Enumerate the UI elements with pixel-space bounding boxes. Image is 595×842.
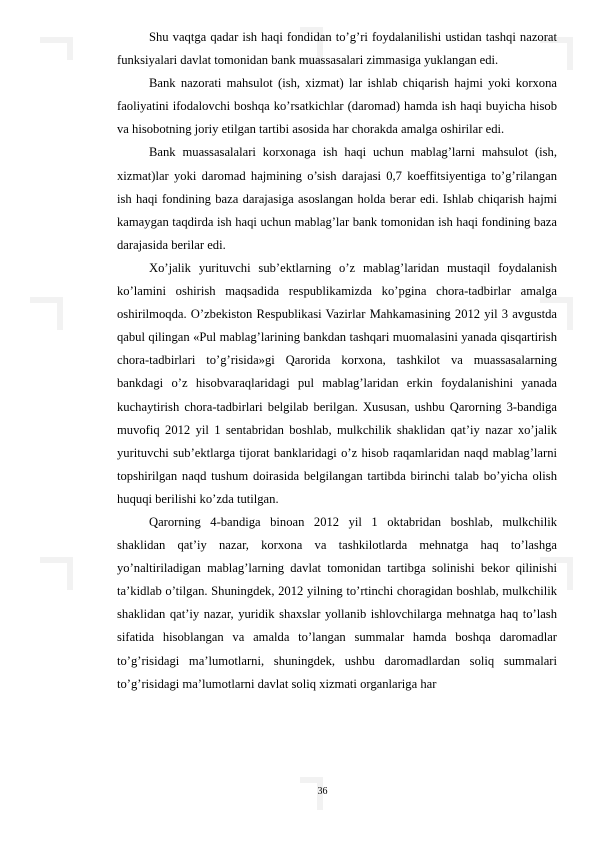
paragraph: Bank nazorati mahsulot (ish, xizmat) lar ishlab chiqarish hajmi yoki korxona faoliyatini ifodalovchi boshqa ko’rsatkichlar (daromad) hamda ish haqi buyicha hisob va hisobotning joriy etilgan tartibi asosida har chorakda amalga oshirilar edi. <box>117 76 557 137</box>
paragraph: Qarorning 4-bandiga binoan 2012 yil 1 oktabridan boshlab, mulkchilik shaklidan qat’iy nazar, korxona va tashkilotlarda mehnatga haq to’lashga yo’naltiriladigan mablag’larning davlat tomonidan tartibga solinishi bekor qilinishi ta’kidlab o’tilgan. Shuningdek, 2012 yilning to’rtinchi choragidan boshlab, mulkchilik shaklidan qat’iy nazar, yuridik shaxslar yollanib ishlovchilarga mehnatga haq to’lash sifatida hisoblangan va amalda to’langan summalar hamda boshqa daromadlar to’g’risidagi ma’lumotlarni, shuningdek, ushbu daromadlardan soliq summalari to’g’risidagi ma’lumotlarni davlat soliq xizmati organlariga har <box>117 514 557 691</box>
body-text <box>117 26 557 696</box>
paragraph: Xo’jalik yurituvchi sub’ektlarning o’z mablag’laridan mustaqil foydalanish ko’lamini oshirish maqsadida respublikamizda ko’pgina chora-tadbirlar amalga oshirilmoqda. O’zbekiston Respublikasi Vazirlar Mahkamasining 2012 yil 3 avgustda qabul qilingan «Pul mablag’larining bankdan tashqari muomalasini yanada qisqartirish chora-tadbirlari to’g’risida»gi Qarorida korxona, tashkilot va muassasalarning bankdagi o’z hisobvaraqlaridagi pul mablag’laridan erkin foydalanishini yanada kuchaytirish chora-tadbirlari belgilab berilgan. Xususan, ushbu Qarorning 3-bandiga muvofiq 2012 yil 1 sentabridan boshlab, mulkchilik shaklidan qat’iy nazar xo’jalik yurituvchi sub’ektlarga tijorat banklaridagi o’z hisob raqamlaridan naqd mablag’larni topshirilgan naqd tushum doirasida belgilangan tartibda birinchi talab bo’yicha olish huquqi berilishi ko’zda tutilgan. <box>117 260 557 506</box>
paragraph: Shu vaqtga qadar ish haqi fondidan to’g’ri foydalanilishi ustidan tashqi nazorat funksiyalari davlat tomonidan bank muassasalari zimmasiga yuklangan edi. <box>117 30 557 68</box>
page-number: 36 <box>317 786 328 797</box>
paragraph: Bank muassasalalari korxonaga ish haqi uchun mablag’larni mahsulot (ish, xizmat)lar yoki daromad hajmining o’sish darajasi 0,7 koeffitsiyentiga to’g’rilangan ish haqi fondining baza darajasiga asoslangan holda berar edi. Ishlab chiqarish hajmi kamaygan taqdirda ish haqi uchun mablag’lar bank tomonidan ish haqi fondining baza darajasida berilar edi. <box>117 145 557 252</box>
